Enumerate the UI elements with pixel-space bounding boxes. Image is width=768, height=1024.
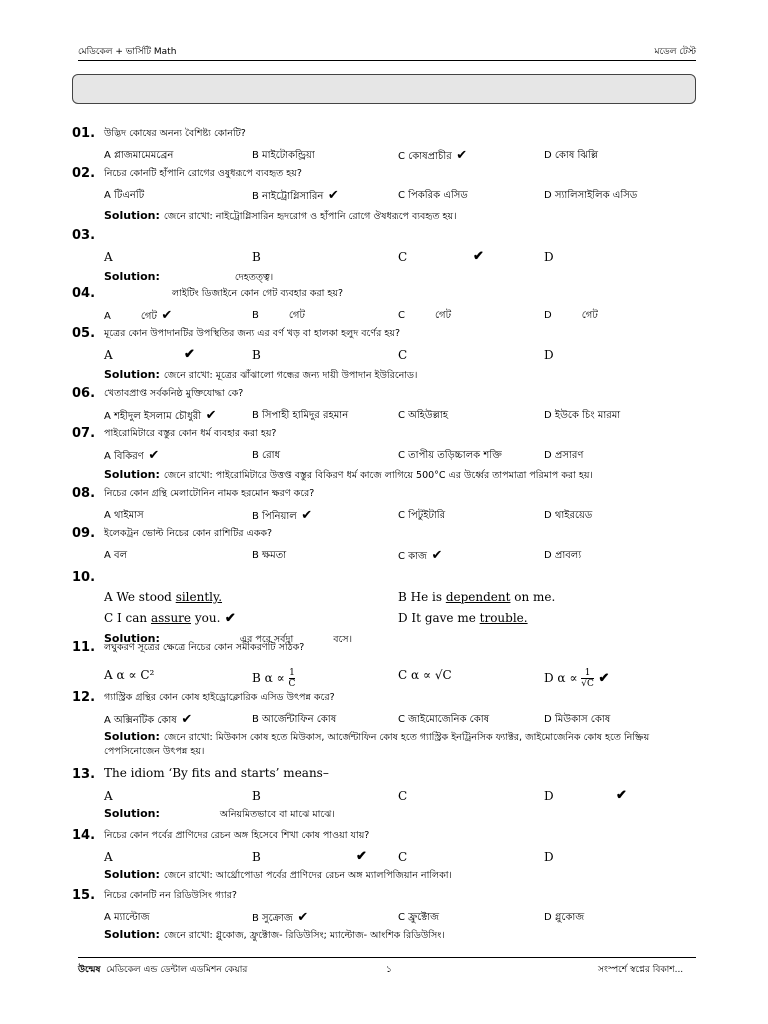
option-d[interactable]: D α ∝ $\frac{1}{√C}$ ✔ xyxy=(544,668,610,689)
question-block xyxy=(72,690,702,760)
question-text: The idiom ‘By fits and starts’ means– xyxy=(104,766,329,780)
solution-line: Solution: জেনে রাখো: গ্লুকোজ, ফ্রুক্টোজ- রিডিউসিং; ম্যাল্টোজ- আংশিক রিডিউসিং। xyxy=(104,928,445,941)
title-box xyxy=(72,74,696,104)
question-number: 07. xyxy=(72,426,96,441)
correct-tick-icon: ✔ xyxy=(292,910,309,925)
option-b[interactable]: B He is dependent on me. xyxy=(398,590,556,604)
question-number: 12. xyxy=(72,690,96,705)
question-text: লাইটিং ডিজাইনে কোন গেট ব্যবহার করা হয়? xyxy=(172,288,344,299)
correct-tick-icon: ✔ xyxy=(296,508,313,523)
solution-line: Solution: দেহতত্ত্ব। xyxy=(104,270,274,283)
solution-line: Solution: অনিয়মিতভাবে বা মাঝে মাঝে। xyxy=(104,807,335,820)
correct-tick-icon: ✔ xyxy=(356,849,367,864)
question-block xyxy=(72,166,702,236)
correct-tick-icon: ✔ xyxy=(616,788,627,803)
correct-tick-icon: ✔ xyxy=(184,347,195,362)
option-b[interactable]: B গেট xyxy=(252,310,305,321)
option-c[interactable]: C ✔ xyxy=(398,249,484,264)
header-left: মেডিকেল + ভার্সিটি Math xyxy=(78,47,177,57)
footer-right: সংস্পর্শে স্বপ্নের বিকাশ... xyxy=(598,965,684,975)
option-a[interactable]: A xyxy=(104,789,113,803)
solution-line: Solution: এর পরে সর্বদা বসে। xyxy=(104,632,352,645)
option-c[interactable]: C পিটুইটারি xyxy=(398,510,446,521)
option-b[interactable]: B সুক্রোজ ✔ xyxy=(252,910,309,925)
solution-line: Solution: জেনে রাখো: পাইরোমিটারে উত্তপ্ত বস্তুর বিকিরণ ধর্ম কাজে লাগিয়ে 500°C এর উর্ধ্বের তাপমাত্রা পরিমাপ করা হয়। xyxy=(104,468,593,481)
option-a[interactable]: A We stood silently. xyxy=(104,590,223,604)
footer-logo: উন্মেষ মেডিকেল এন্ড ডেন্টাল এডমিশন কেয়ার xyxy=(78,965,248,975)
option-a[interactable]: A xyxy=(104,250,113,264)
option-b[interactable]: B xyxy=(252,250,261,264)
option-a[interactable]: A টিএনটি xyxy=(104,190,145,201)
option-c[interactable]: C জাইমোজেনিক কোষ xyxy=(398,714,490,725)
question-text: পাইরোমিটারে বস্তুর কোন ধর্ম ব্যবহার করা হয়? xyxy=(104,428,277,439)
option-c[interactable]: C α ∝ √C xyxy=(398,668,452,682)
option-b[interactable]: B ✔ xyxy=(252,849,367,864)
question-number: 10. xyxy=(72,570,96,585)
option-c[interactable]: C পিকরিক এসিড xyxy=(398,190,468,201)
solution-line: Solution: জেনে রাখো: আর্থ্রোপোডা পর্বের প্রাণিদের রেচন অঙ্গ ম্যালপিজিয়ান নালিকা। xyxy=(104,868,452,881)
option-b[interactable]: B মাইটোকন্ড্রিয়া xyxy=(252,150,315,161)
question-number: 05. xyxy=(72,326,96,341)
header-right: মডেল টেস্ট xyxy=(654,47,696,57)
correct-tick-icon: ✔ xyxy=(427,548,443,563)
correct-tick-icon: ✔ xyxy=(451,148,468,163)
option-b[interactable]: B নাইট্রোগ্লিসারিন ✔ xyxy=(252,188,339,203)
option-b[interactable]: B আর্জেন্টাফিন কোষ xyxy=(252,714,337,725)
option-d[interactable]: D মিউকাস কোষ xyxy=(544,714,611,725)
question-text: লঘুকরণ সূত্রের ক্ষেত্রে নিচের কোন সমীকরণটি সঠিক? xyxy=(104,642,305,653)
option-c[interactable]: C xyxy=(398,789,408,803)
correct-tick-icon: ✔ xyxy=(593,671,610,686)
solution-line: Solution: জেনে রাখো: মিউকাস কোষ হতে মিউকাস, আর্জেন্টাফিন কোষ হতে গ্যাস্ট্রিক ইনট্রিনসিক ফ্যাক্টর, জাইমোজেনিক কোষ হতে নিষ্ক্রিয় xyxy=(104,730,650,743)
question-text: উদ্ভিদ কোষের অনন্য বৈশিষ্ট্য কোনটি? xyxy=(104,128,246,139)
question-block xyxy=(72,570,702,645)
question-text: নিচের কোনটি হাঁপানি রোগের ওষুধরূপে ব্যবহৃত হয়? xyxy=(104,168,302,179)
option-d[interactable]: D xyxy=(544,250,554,264)
option-a[interactable]: A বল xyxy=(104,550,128,561)
solution-line: Solution: জেনে রাখো: নাইট্রোগ্লিসারিন হৃদরোগ ও হাঁপানি রোগে ঔষধরূপে ব্যবহৃত হয়। xyxy=(104,209,457,222)
option-d[interactable]: D স্যালিসাইলিক এসিড xyxy=(544,190,638,201)
underlined-word: trouble. xyxy=(479,611,528,625)
option-d[interactable]: D প্রসারণ xyxy=(544,450,584,461)
question-number: 04. xyxy=(72,286,96,301)
correct-tick-icon: ✔ xyxy=(156,308,173,323)
underlined-word: silently. xyxy=(175,590,223,604)
option-a[interactable]: A ✔ xyxy=(104,347,195,362)
option-a[interactable]: A শহীদুল ইসলাম চৌধুরী ✔ xyxy=(104,408,217,423)
correct-tick-icon: ✔ xyxy=(323,188,339,203)
option-d[interactable]: D ইউকে চিং মারমা xyxy=(544,410,621,421)
option-d[interactable]: D প্রাবল্য xyxy=(544,550,582,561)
question-number: 14. xyxy=(72,828,96,843)
correct-tick-icon: ✔ xyxy=(143,448,160,463)
question-number: 15. xyxy=(72,888,96,903)
option-b[interactable]: B ক্ষমতা xyxy=(252,550,287,561)
footer-rule xyxy=(78,957,696,958)
option-c[interactable]: C কাজ ✔ xyxy=(398,548,443,563)
question-number: 09. xyxy=(72,526,96,541)
question-text: খেতাবপ্রাপ্ত সর্বকনিষ্ঠ মুক্তিযোদ্ধা কে? xyxy=(104,388,244,399)
option-d[interactable]: D ✔ xyxy=(544,788,627,803)
question-text: মূত্রের কোন উপাদানটির উপস্থিতির জন্য এর বর্ণ খড় বা হালকা হলুদ বর্ণের হয়? xyxy=(104,328,400,339)
question-text: ইলেকট্রন ভোল্ট নিচের কোন রাশিটির একক? xyxy=(104,528,273,539)
option-a[interactable]: A α ∝ C² xyxy=(104,668,155,682)
option-a[interactable]: A অক্সিনটিক কোষ ✔ xyxy=(104,712,193,727)
option-d[interactable]: D থাইরয়েড xyxy=(544,510,593,521)
option-c[interactable]: C ফ্রুক্টোজ xyxy=(398,912,440,923)
option-c[interactable]: C কোষপ্রাচীর ✔ xyxy=(398,148,468,163)
option-a[interactable]: A ম্যাল্টোজ xyxy=(104,912,150,923)
solution-line: Solution: জেনে রাখো: মূত্রের ঝাঁঝালো গন্ধের জন্য দায়ী উপাদান ইউরিনোড। xyxy=(104,368,418,381)
option-c[interactable]: C গেট xyxy=(398,310,452,321)
question-number: 08. xyxy=(72,486,96,501)
question-number: 01. xyxy=(72,126,96,141)
option-c[interactable]: C xyxy=(398,850,408,864)
underlined-word: assure xyxy=(150,611,192,625)
option-b[interactable]: B xyxy=(252,348,261,362)
option-b[interactable]: B সিপাহী হামিদুর রহমান xyxy=(252,410,349,421)
correct-tick-icon: ✔ xyxy=(176,712,193,727)
question-number: 03. xyxy=(72,228,96,243)
question-number: 13. xyxy=(72,767,96,782)
option-d[interactable]: D xyxy=(544,850,554,864)
option-c[interactable]: C I can assure you. ✔ xyxy=(104,611,236,626)
option-a[interactable]: A থাইমাস xyxy=(104,510,144,521)
option-c[interactable]: C তাপীয় তড়িচ্চালক শক্তি xyxy=(398,450,502,461)
question-block xyxy=(72,767,702,837)
option-a[interactable]: A গেট ✔ xyxy=(104,308,173,323)
option-d[interactable]: D গেট xyxy=(544,310,598,321)
option-d[interactable]: D It gave me trouble. xyxy=(398,611,528,625)
correct-tick-icon: ✔ xyxy=(220,611,236,626)
option-a[interactable]: A xyxy=(104,850,113,864)
correct-tick-icon: ✔ xyxy=(473,249,484,264)
underlined-word: dependent xyxy=(445,590,511,604)
option-b[interactable]: B xyxy=(252,789,261,803)
header-rule xyxy=(78,60,696,61)
question-number: 11. xyxy=(72,640,96,655)
fraction: $\frac{1}{√C}$ xyxy=(581,668,594,689)
question-text: নিচের কোনটি নন রিডিউসিং গ্যার? xyxy=(104,890,237,901)
option-b[interactable]: B রোধ xyxy=(252,450,281,461)
question-block xyxy=(72,888,702,958)
question-text: নিচের কোন গ্রন্থি মেলাটোনিন নামক হরমোন ক্ষরণ করে? xyxy=(104,488,315,499)
page-number: ১ xyxy=(386,965,392,975)
option-c[interactable]: C অহিউল্লাহ xyxy=(398,410,448,421)
option-a[interactable]: A প্লাজমামেমব্রেন xyxy=(104,150,174,161)
question-text: গ্যাস্ট্রিক গ্রন্থির কোন কোষ হাইড্রোক্লোরিক এসিড উৎপন্ন করে? xyxy=(104,692,335,703)
question-number: 02. xyxy=(72,166,96,181)
option-a[interactable]: A বিকিরণ ✔ xyxy=(104,448,160,463)
fraction: $\frac{1}{C}$ xyxy=(288,668,296,689)
question-number: 06. xyxy=(72,386,96,401)
option-b[interactable]: B পিনিয়াল ✔ xyxy=(252,508,313,523)
question-text: নিচের কোন পর্বের প্রাণিদের রেচন অঙ্গ হিসেবে শিখা কোষ পাওয়া যায়? xyxy=(104,830,370,841)
option-b[interactable]: B α ∝ $\frac{1}{C}$ xyxy=(252,668,296,689)
correct-tick-icon: ✔ xyxy=(201,408,217,423)
option-d[interactable]: D xyxy=(544,348,554,362)
option-c[interactable]: C xyxy=(398,348,408,362)
solution-line-2: পেপসিনোজেন উৎপন্ন হয়। xyxy=(104,746,205,757)
option-d[interactable]: D গ্লুকোজ xyxy=(544,912,585,923)
option-d[interactable]: D কোষ ঝিল্লি xyxy=(544,150,598,161)
